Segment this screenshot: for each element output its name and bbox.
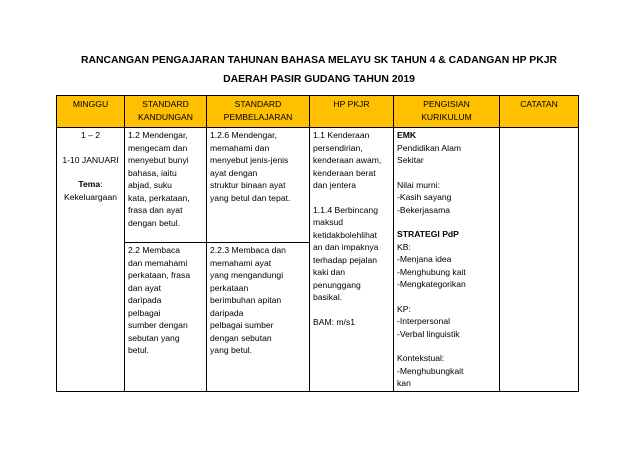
emk-value: Pendidikan Alam Sekitar: [397, 142, 462, 165]
kp-list: KP: -Interpersonal -Verbal linguistik: [397, 303, 460, 339]
week-cell: [57, 128, 125, 392]
header-standard-pembelajaran: STANDARD PEMBELAJARAN: [207, 96, 310, 128]
document-title: RANCANGAN PENGAJARAN TAHUNAN BAHASA MELAYU SK TAHUN 4 & CADANGAN HP PKJR: [80, 55, 558, 66]
header-standard-kandungan: STANDARD KANDUNGAN: [125, 96, 207, 128]
tema-value: Kekeluargaan: [63, 191, 118, 202]
hp-item-2: 1.1.4 Berbincang maksud ketidakbolehlihat an dan impaknya terhadap pejalan kaki dan penunggang basikal.: [313, 204, 379, 302]
hp-pkjr-cell: [310, 128, 394, 392]
yearly-plan-table: [56, 95, 579, 392]
table-header-row: [57, 96, 579, 128]
document-subtitle: DAERAH PASIR GUDANG TAHUN 2019: [223, 74, 415, 85]
standard-pembelajaran-1: 1.2.6 Mendengar, memahami dan menyebut jenis-jenis ayat dengan struktur binaan ayat yang betul dan tepat.: [207, 128, 310, 243]
strategi-label: STRATEGI PdP: [397, 229, 459, 239]
tema-line: Tema:: [78, 179, 103, 189]
header-hp-pkjr: HP PKJR: [310, 96, 394, 128]
standard-pembelajaran-2: 2.2.3 Membaca dan memahami ayat yang mengandungi perkataan berimbuhan apitan daripada pelbagai sumber dengan sebutan yang betul.: [207, 243, 310, 392]
header-catatan: CATATAN: [500, 96, 579, 128]
hp-item-1: 1.1 Kenderaan persendirian, kenderaan awam, kenderaan berat dan jentera: [313, 130, 382, 190]
week-dates: 1-10 JANUARI: [62, 154, 119, 165]
hp-bam: BAM: m/s1: [313, 316, 356, 327]
emk-label: EMK: [397, 130, 417, 140]
tema-label: Tema: [78, 179, 101, 189]
table-row: [57, 128, 579, 243]
header-minggu: MINGGU: [57, 96, 125, 128]
nilai-murni: Nilai murni: -Kasih sayang -Bekerjasama: [397, 179, 452, 215]
week-number: 1 – 2: [80, 130, 101, 140]
pengisian-kurikulum-cell: [394, 128, 500, 392]
standard-kandungan-2: 2.2 Membaca dan memahami perkataan, frasa dan ayat daripada pelbagai sumber dengan sebutan yang betul.: [125, 243, 207, 392]
catatan-cell: [500, 128, 579, 392]
header-pengisian-kurikulum: PENGISIAN KURIKULUM: [394, 96, 500, 128]
standard-kandungan-1: 1.2 Mendengar, mengecam dan menyebut bunyi bahasa, iaitu abjad, suku kata, perkataan, frasa dan ayat dengan betul.: [125, 128, 207, 243]
kb-list: KB: -Menjana idea -Menghubung kait -Mengkategorikan: [397, 241, 466, 289]
kontekstual-list: Kontekstual: -Menghubungkait kan: [397, 353, 464, 388]
